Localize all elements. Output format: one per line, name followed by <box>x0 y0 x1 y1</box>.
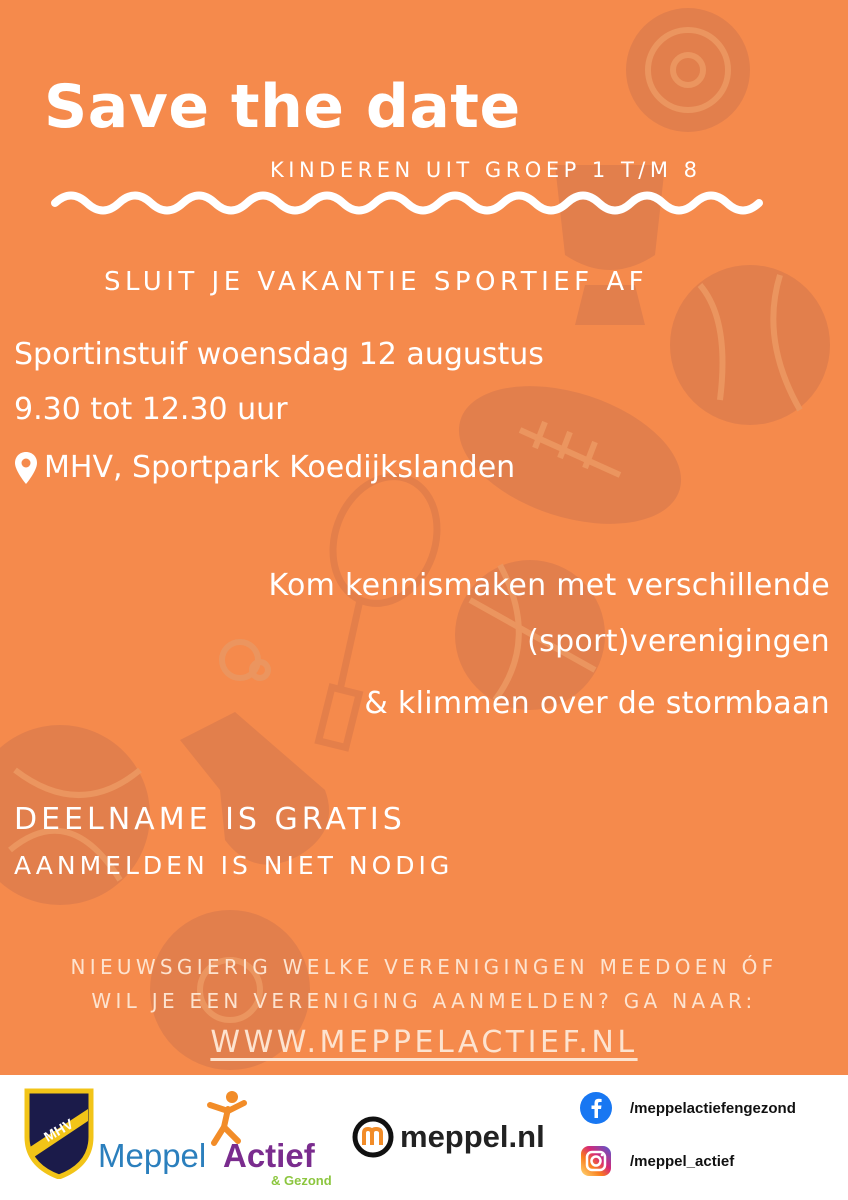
sponsor-footer <box>0 1075 848 1200</box>
participation-free: DEELNAME IS GRATIS <box>14 802 406 837</box>
meppel-nl-logo <box>352 1116 545 1158</box>
instagram-handle: /meppel_actief <box>630 1152 735 1170</box>
cta-line-2: WIL JE EEN VERENIGING AANMELDEN? GA NAAR: <box>91 989 757 1013</box>
location-text: MHV, Sportpark Koedijkslanden <box>44 450 516 485</box>
target-group-subtitle: KINDEREN UIT GROEP 1 T/M 8 <box>270 158 702 182</box>
meppel-m-icon <box>352 1116 394 1158</box>
event-location <box>14 450 515 485</box>
instagram-icon <box>580 1145 612 1177</box>
facebook-link[interactable] <box>580 1092 796 1124</box>
actief-word: Actief <box>223 1137 315 1174</box>
stopwatch-icon <box>626 8 750 132</box>
intro-line-2: (sport)verenigingen <box>527 624 830 659</box>
intro-line-3: & klimmen over de stormbaan <box>364 686 830 721</box>
intro-line-1: Kom kennismaken met verschillende <box>268 568 830 603</box>
facebook-handle: /meppelactiefengezond <box>630 1099 796 1117</box>
event-time: 9.30 tot 12.30 uur <box>14 392 288 427</box>
baseball-icon <box>670 265 830 425</box>
meppel-word: Meppel <box>98 1137 207 1174</box>
wave-divider <box>50 183 770 223</box>
gezond-subtext: & Gezond <box>271 1173 332 1188</box>
cta-line-1: NIEUWSGIERIG WELKE VERENIGINGEN MEEDOEN ÓF <box>70 955 778 979</box>
location-pin-icon <box>14 451 38 485</box>
website-link[interactable]: WWW.MEPPELACTIEF.NL <box>210 1025 638 1060</box>
mhv-logo <box>24 1087 94 1179</box>
no-registration-needed: AANMELDEN IS NIET NODIG <box>14 851 454 880</box>
meppel-nl-text: meppel.nl <box>400 1119 545 1154</box>
facebook-icon <box>580 1092 612 1124</box>
meppel-actief-logo <box>98 1095 348 1195</box>
mhv-logo-text: MHV <box>41 1115 76 1145</box>
whistle-icon <box>180 712 329 865</box>
page-title: Save the date <box>44 72 521 142</box>
event-name-date: Sportinstuif woensdag 12 augustus <box>14 337 544 372</box>
instagram-link[interactable] <box>580 1145 734 1177</box>
tagline: SLUIT JE VAKANTIE SPORTIEF AF <box>104 267 649 297</box>
